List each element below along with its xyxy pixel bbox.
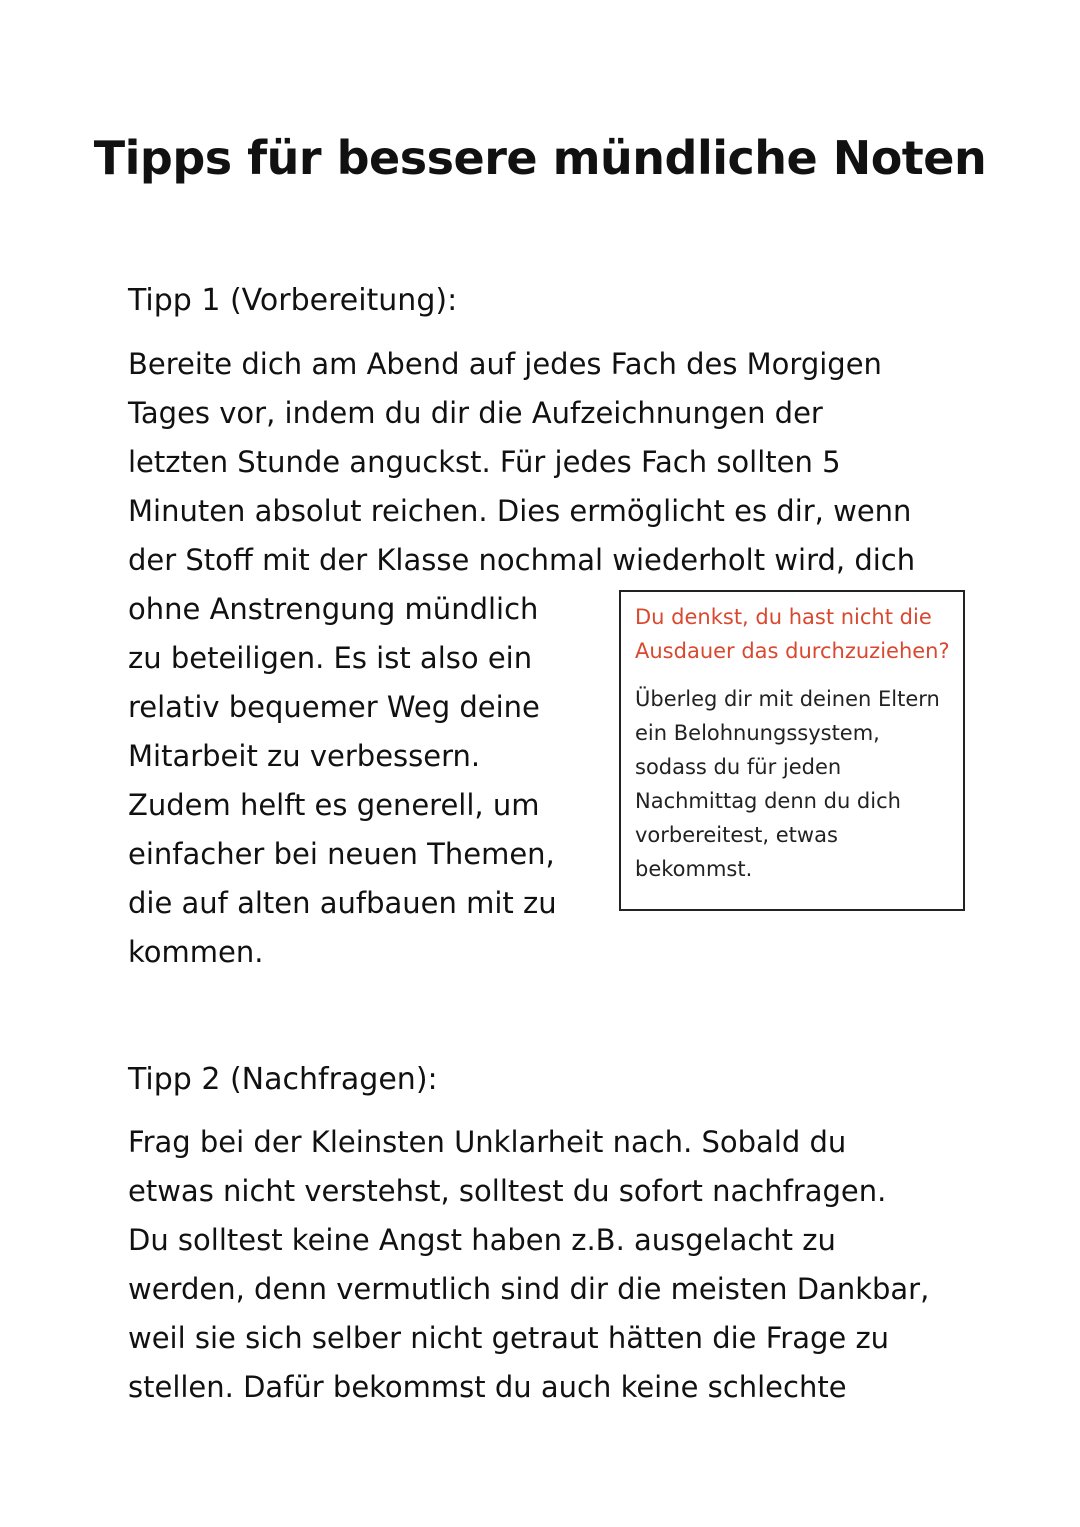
text-line: Überleg dir mit deinen Eltern — [635, 687, 940, 711]
text-line: Mitarbeit zu verbessern. — [128, 739, 481, 773]
text-line: Ausdauer das durchzuziehen? — [635, 639, 950, 663]
text-line: sodass du für jeden — [635, 755, 842, 779]
text-line: vorbereitest, etwas — [635, 823, 838, 847]
page-title: Tipps für bessere mündliche Noten — [93, 131, 987, 185]
text-line: Du solltest keine Angst haben z.B. ausgelacht zu — [128, 1223, 836, 1257]
text-line: relativ bequemer Weg deine — [128, 690, 540, 724]
text-line: die auf alten aufbauen mit zu — [128, 886, 557, 920]
motivation-tip-box — [619, 590, 965, 911]
text-line: weil sie sich selber nicht getraut hätten die Frage zu — [128, 1321, 890, 1355]
text-line: einfacher bei neuen Themen, — [128, 837, 555, 871]
text-line: Minuten absolut reichen. Dies ermöglicht es dir, wenn — [128, 494, 912, 528]
tip1-heading: Tipp 1 (Vorbereitung): — [128, 283, 458, 318]
text-line: Zudem helft es generell, um — [128, 788, 540, 822]
text-line: Frag bei der Kleinsten Unklarheit nach. Sobald du — [128, 1125, 847, 1159]
text-line: stellen. Dafür bekommst du auch keine schlechte — [128, 1370, 847, 1404]
text-line: etwas nicht verstehst, solltest du sofort nachfragen. — [128, 1174, 887, 1208]
text-line: bekommst. — [635, 857, 753, 881]
tip1-paragraph-full — [128, 340, 915, 585]
text-line: Bereite dich am Abend auf jedes Fach des Morgigen — [128, 347, 882, 381]
text-line: ein Belohnungssystem, — [635, 721, 880, 745]
text-line: zu beteiligen. Es ist also ein — [128, 641, 533, 675]
text-line: kommen. — [128, 935, 264, 969]
text-line: Nachmittag denn du dich — [635, 789, 901, 813]
tip2-heading: Tipp 2 (Nachfragen): — [128, 1062, 438, 1097]
text-line: werden, denn vermutlich sind dir die meisten Dankbar, — [128, 1272, 930, 1306]
text-line: ohne Anstrengung mündlich — [128, 592, 539, 626]
text-line: letzten Stunde anguckst. Für jedes Fach sollten 5 — [128, 445, 841, 479]
text-line: Du denkst, du hast nicht die — [635, 605, 932, 629]
text-line: Tages vor, indem du dir die Aufzeichnungen der — [128, 396, 823, 430]
tip1-paragraph-narrow — [128, 585, 557, 977]
tip2-paragraph — [128, 1118, 929, 1412]
box-question — [635, 600, 949, 668]
text-line: der Stoff mit der Klasse nochmal wiederholt wird, dich — [128, 543, 916, 577]
box-answer — [635, 682, 949, 886]
